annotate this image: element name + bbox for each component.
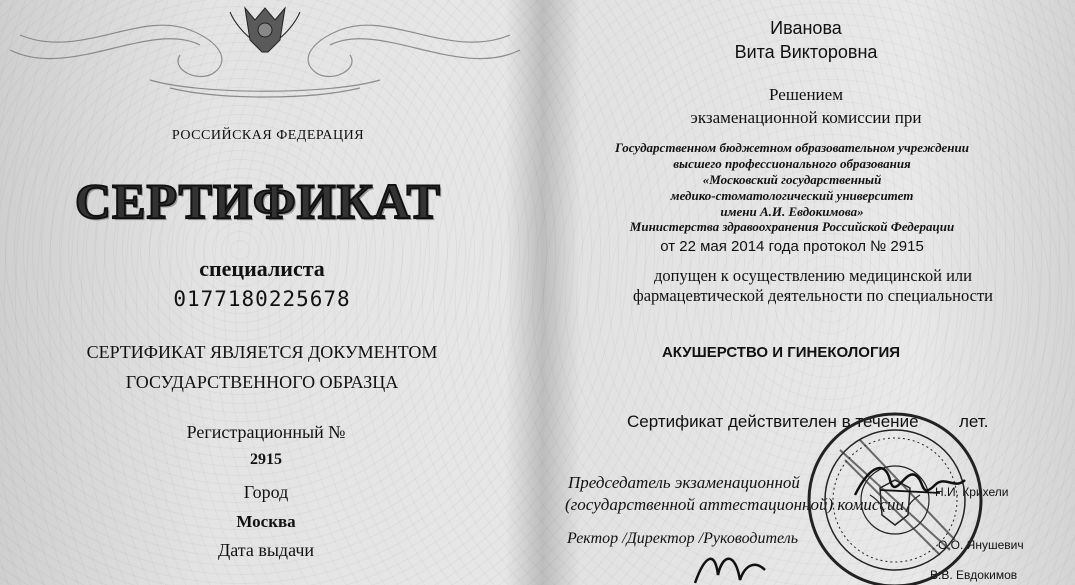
double-headed-eagle-icon [230,8,300,52]
institution-line: имени А.И. Евдокимова» [720,204,864,219]
certificate-subtitle: специалиста [199,256,325,281]
protocol-line: от 22 мая 2014 года протокол № 2915 [660,238,924,255]
validity-text: Сертификат действителен в течение [627,412,919,431]
registration-label: Регистрационный № [186,422,346,442]
statement-line-2: ГОСУДАРСТВЕННОГО ОБРАЗЦА [125,372,399,392]
chairman-signature [850,455,970,515]
admission-line-1: допущен к осуществлению медицинской или [654,266,972,285]
decision-line-2: экзаменационной комиссии при [690,108,922,127]
holder-given-names: Вита Викторовна [734,42,878,62]
specialty: АКУШЕРСТВО И ГИНЕКОЛОГИЯ [661,344,901,361]
chairman-line-2: (государственной аттестационной) комиссии [565,495,904,514]
statement-line-1: СЕРТИФИКАТ ЯВЛЯЕТСЯ ДОКУМЕНТОМ [86,342,438,362]
issue-date-label: Дата выдачи [217,540,315,560]
rector-line: Ректор /Директор /Руководитель [567,530,799,547]
institution-line: «Московский государственный [702,172,882,187]
emblem-ornament-icon [0,0,535,110]
decision-line-1: Решением [769,85,843,104]
holder-surname: Иванова [770,18,842,38]
city-value: Москва [236,512,296,531]
city-label: Город [243,482,289,502]
left-page [0,0,535,585]
institution-line: высшего профессионального образования [673,156,911,171]
country-name: РОССИЙСКАЯ ФЕДЕРАЦИЯ [171,128,365,143]
registration-number: 2915 [250,451,282,468]
certificate-title: СЕРТИФИКАТ [74,173,442,229]
certificate-number: 0177180225678 [173,287,351,311]
admission-line-2: фармацевтической деятельности по специальности [633,286,993,305]
chairman-name: Н.И. Крихели [935,485,1009,499]
chairman-line-1: Председатель экзаменационной [568,473,800,492]
third-signatory-name: В.В. Евдокимов [930,568,1018,582]
institution-line: медико-стоматологический университет [670,188,914,203]
validity-unit: лет. [959,412,989,431]
director-signature [690,545,770,585]
institution-line: Министерства здравоохранения Российской Федерации [629,219,955,234]
institution-line: Государственном бюджетном образовательном учреждении [615,140,969,155]
rector-name: О.О. Янушевич [938,538,1024,552]
